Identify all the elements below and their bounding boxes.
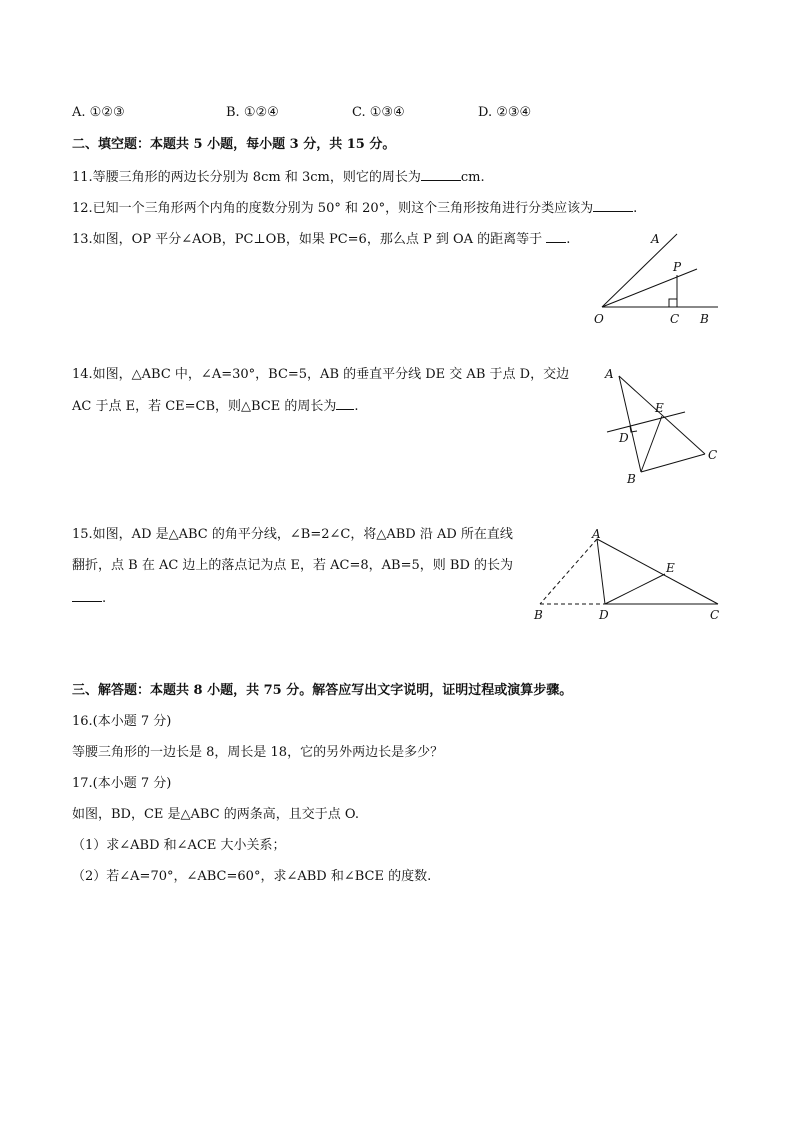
segment-be [641, 416, 662, 472]
q11-unit: cm. [460, 170, 485, 185]
question-15-line3 [72, 589, 106, 608]
label-a: A [651, 232, 660, 246]
label-a: A [605, 367, 614, 381]
side-ac [597, 539, 718, 604]
question-16-title: 16.(本小题 7 分) [72, 714, 172, 729]
option-b: B. ①②④ [226, 105, 279, 120]
segment-ad [597, 539, 605, 604]
q15-answer-blank[interactable] [72, 589, 102, 602]
option-c: C. ①③④ [352, 105, 405, 120]
label-c: C [708, 448, 718, 462]
question-12 [72, 199, 637, 218]
perpendicular-bisector-de [607, 412, 685, 432]
q14-answer-blank[interactable] [336, 397, 354, 410]
section3-heading: 三、解答题：本题共 8 小题，共 75 分。解答应写出文字说明，证明过程或演算步骤。 [72, 683, 573, 698]
label-c: C [710, 608, 720, 622]
question-11 [72, 168, 485, 187]
answer-options-row [72, 104, 672, 122]
label-a: A [592, 527, 601, 541]
label-p: P [673, 260, 682, 274]
q11-text: 11.等腰三角形的两边长分别为 8cm 和 3cm，则它的周长为 [72, 170, 421, 185]
q13-answer-blank[interactable] [546, 230, 566, 243]
q13-text: 13.如图，OP 平分∠AOB，PC⊥OB，如果 PC=6，那么点 P 到 OA 的距离等于 [72, 232, 543, 247]
q15-figure [525, 522, 730, 626]
ray-oa [602, 234, 677, 307]
question-14-line1: 14.如图，△ABC 中，∠A=30°，BC=5，AB 的垂直平分线 DE 交 AB 于点 D，交边 [72, 367, 570, 382]
right-angle-mark [669, 299, 677, 307]
label-c: C [670, 312, 680, 326]
q14-period: . [354, 399, 359, 414]
q15-period: . [102, 591, 107, 606]
q13-period: . [566, 232, 571, 247]
ray-op [602, 269, 697, 307]
q14-text: AC 于点 E，若 CE=CB，则△BCE 的周长为 [72, 399, 337, 414]
q11-answer-blank[interactable] [421, 168, 461, 181]
label-d: D [619, 431, 629, 445]
question-15-line2: 翻折，点 B 在 AC 边上的落点记为点 E，若 AC=8，AB=5，则 BD 的长为 [72, 558, 514, 573]
question-17-title: 17.(本小题 7 分) [72, 776, 172, 791]
side-ab-dashed [540, 539, 597, 604]
question-17-text: 如图，BD，CE 是△ABC 的两条高，且交于点 O. [72, 807, 359, 822]
option-d: D. ②③④ [478, 105, 532, 120]
segment-de [605, 574, 665, 604]
q13-figure [585, 228, 735, 328]
label-o: O [594, 312, 604, 326]
label-b: B [627, 472, 636, 486]
option-a: A. ①②③ [72, 105, 125, 120]
question-14-line2 [72, 397, 359, 416]
label-e: E [655, 401, 664, 415]
label-b: B [700, 312, 709, 326]
question-17-part2: （2）若∠A=70°，∠ABC=60°，求∠ABD 和∠BCE 的度数. [72, 869, 432, 884]
q14-figure [595, 362, 730, 490]
question-15-line1: 15.如图，AD 是△ABC 的角平分线，∠B=2∠C，将△ABD 沿 AD 所在直线 [72, 527, 513, 542]
question-17-part1: （1）求∠ABD 和∠ACE 大小关系； [72, 838, 286, 853]
label-e: E [666, 561, 675, 575]
q12-text: 12.已知一个三角形两个内角的度数分别为 50° 和 20°，则这个三角形按角进行分类应该为 [72, 201, 594, 216]
question-16-text: 等腰三角形的一边长是 8，周长是 18，它的另外两边长是多少？ [72, 745, 444, 760]
side-ac [619, 376, 705, 454]
section2-heading: 二、填空题：本题共 5 小题，每小题 3 分，共 15 分。 [72, 137, 396, 152]
question-13 [72, 230, 570, 249]
side-bc [641, 454, 705, 472]
label-b: B [534, 608, 543, 622]
q12-answer-blank[interactable] [593, 199, 633, 212]
q12-period: . [633, 201, 638, 216]
label-d: D [599, 608, 609, 622]
